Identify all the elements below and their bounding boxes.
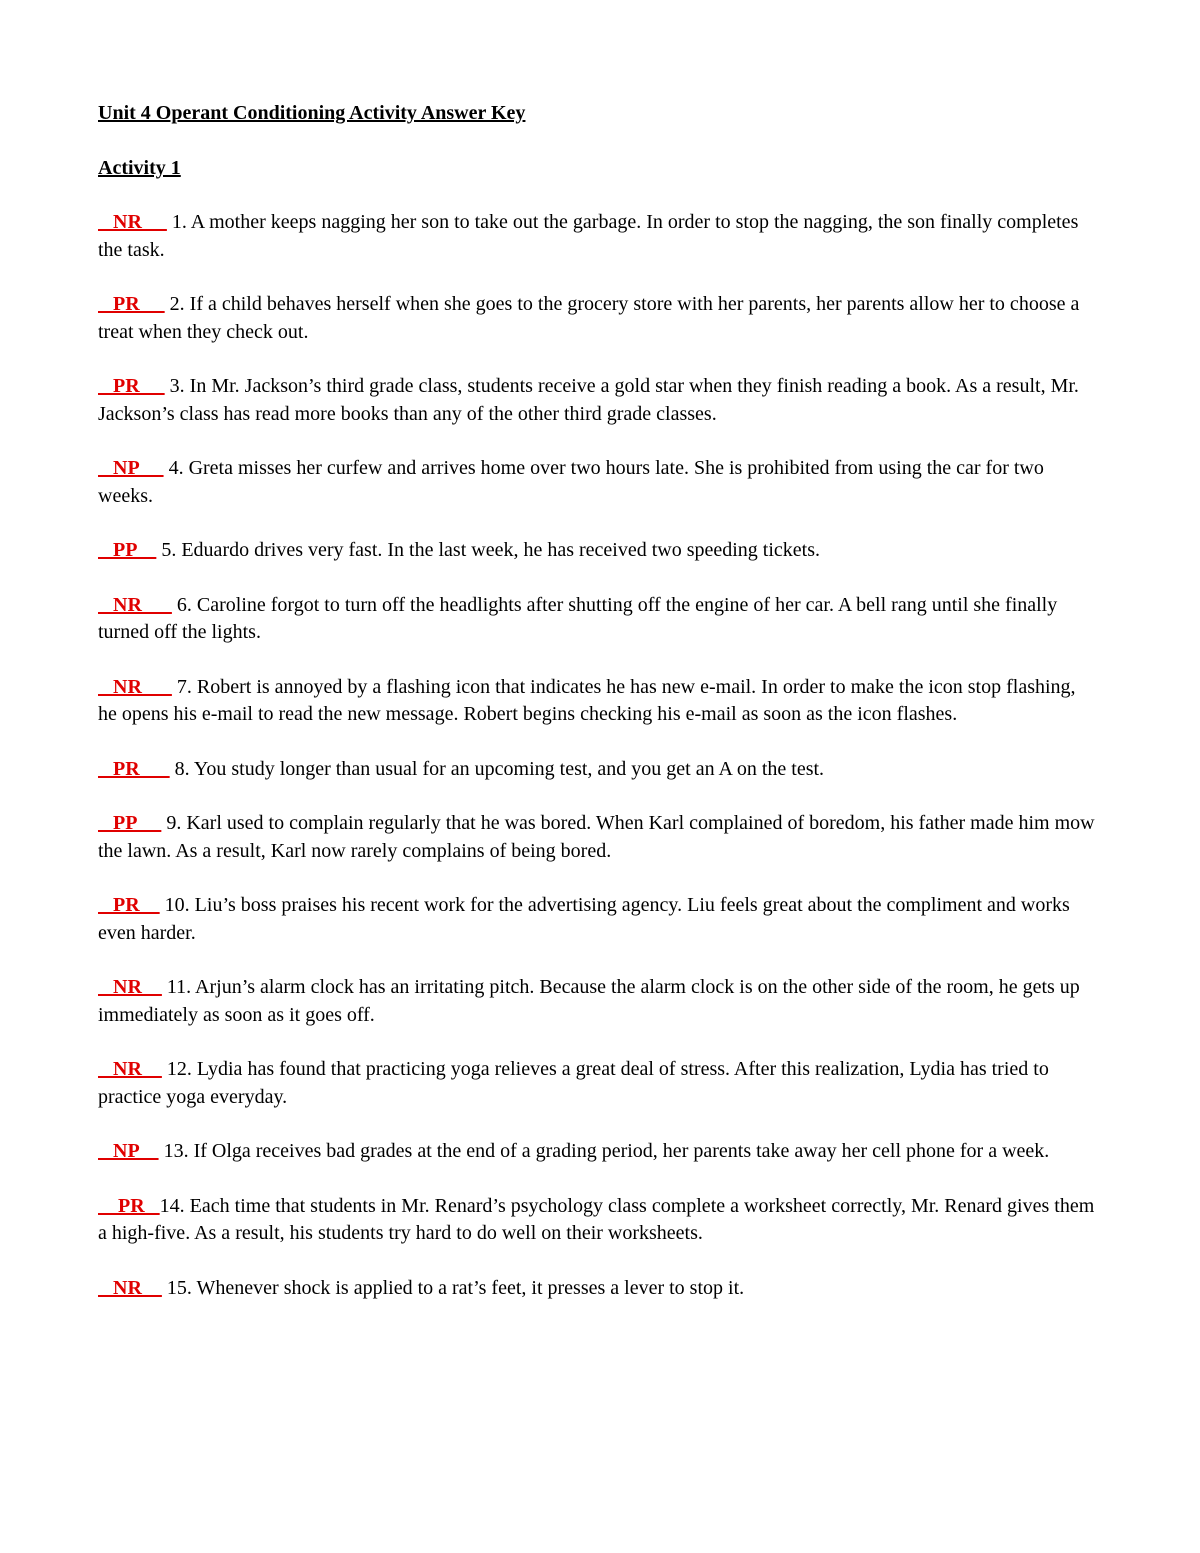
question-item: [98, 537, 1098, 565]
question-text: 1. A mother keeps nagging her son to take out the garbage. In order to stop the nagging, the son finally completes the task.: [98, 211, 1084, 261]
question-text: 11. Arjun’s alarm clock has an irritating pitch. Because the alarm clock is on the other side of the room, he gets up immediately as soon as it goes off.: [98, 976, 1085, 1026]
question-text: 15. Whenever shock is applied to a rat’s feet, it presses a lever to stop it.: [161, 1276, 745, 1299]
question-item: [98, 892, 1098, 947]
answer-blank: NR: [98, 593, 172, 616]
answer-blank: NR: [98, 976, 162, 998]
question-item: [98, 756, 1098, 784]
question-text: 8. You study longer than usual for an upcoming test, and you get an A on the test.: [169, 757, 825, 780]
question-list: [98, 209, 1098, 1302]
question-text: 9. Karl used to complain regularly that he was bored. When Karl complained of boredom, his father made him mow the lawn. As a result, Karl now rarely complains of being bored.: [98, 812, 1100, 862]
question-text: 10. Liu’s boss praises his recent work for the advertising agency. Liu feels great about the compliment and works even harder.: [98, 894, 1075, 944]
question-item: [98, 974, 1098, 1029]
question-item: [98, 674, 1098, 729]
question-item: [98, 1275, 1098, 1303]
question-text: 4. Greta misses her curfew and arrives home over two hours late. She is prohibited from using the car for two weeks.: [98, 457, 1049, 507]
question-item: [98, 592, 1098, 647]
answer-blank: NR: [98, 675, 172, 698]
question-text: 13. If Olga receives bad grades at the end of a grading period, her parents take away her cell phone for a week.: [158, 1140, 1050, 1162]
question-text: 12. Lydia has found that practicing yoga relieves a great deal of stress. After this realization, Lydia has tried to practice yoga everyday.: [98, 1058, 1054, 1108]
question-item: [98, 1193, 1098, 1248]
document-title: Unit 4 Operant Conditioning Activity Answer Key: [98, 102, 526, 124]
question-item: [98, 455, 1098, 510]
answer-blank: PR: [98, 894, 160, 916]
answer-blank: NP: [98, 457, 164, 479]
question-item: [98, 373, 1098, 428]
question-item: [98, 209, 1098, 264]
answer-blank: NR: [98, 1276, 162, 1299]
answer-blank: NR: [98, 1058, 162, 1080]
question-item: [98, 810, 1098, 865]
answer-blank: PR: [98, 757, 170, 780]
answer-blank: PR: [98, 375, 165, 397]
answer-key-document: [98, 100, 1098, 1329]
question-item: [98, 291, 1098, 346]
question-item: [98, 1056, 1098, 1111]
question-item: [98, 1138, 1098, 1166]
question-text: 6. Caroline forgot to turn off the headlights after shutting off the engine of her car. A bell rang until she finally turned off the lights.: [98, 593, 1063, 643]
question-text: 14. Each time that students in Mr. Renard’s psychology class complete a worksheet correctly, Mr. Renard gives them a high-five. As a result, his students try hard to do well on their worksheets.: [98, 1194, 1100, 1244]
answer-blank: PR: [98, 293, 165, 315]
answer-blank: NP: [98, 1140, 159, 1162]
section-heading: Activity 1: [98, 156, 181, 179]
question-text: 7. Robert is annoyed by a flashing icon that indicates he has new e-mail. In order to make the icon stop flashing, he opens his e-mail to read the new message. Robert begins checking his e-mail as soon as the icon flashes.: [98, 675, 1081, 725]
question-text: 2. If a child behaves herself when she goes to the grocery store with her parents, her parents allow her to choose a treat when they check out.: [98, 293, 1085, 343]
answer-blank: PR: [98, 1194, 160, 1217]
answer-blank: NR: [98, 211, 167, 233]
question-text: 5. Eduardo drives very fast. In the last week, he has received two speeding tickets.: [156, 539, 821, 561]
question-text: 3. In Mr. Jackson’s third grade class, students receive a gold star when they finish reading a book. As a result, Mr. Jackson’s class has read more books than any of the other third grade classes.: [98, 375, 1084, 425]
answer-blank: PP: [98, 812, 162, 834]
answer-blank: PP: [98, 539, 157, 561]
